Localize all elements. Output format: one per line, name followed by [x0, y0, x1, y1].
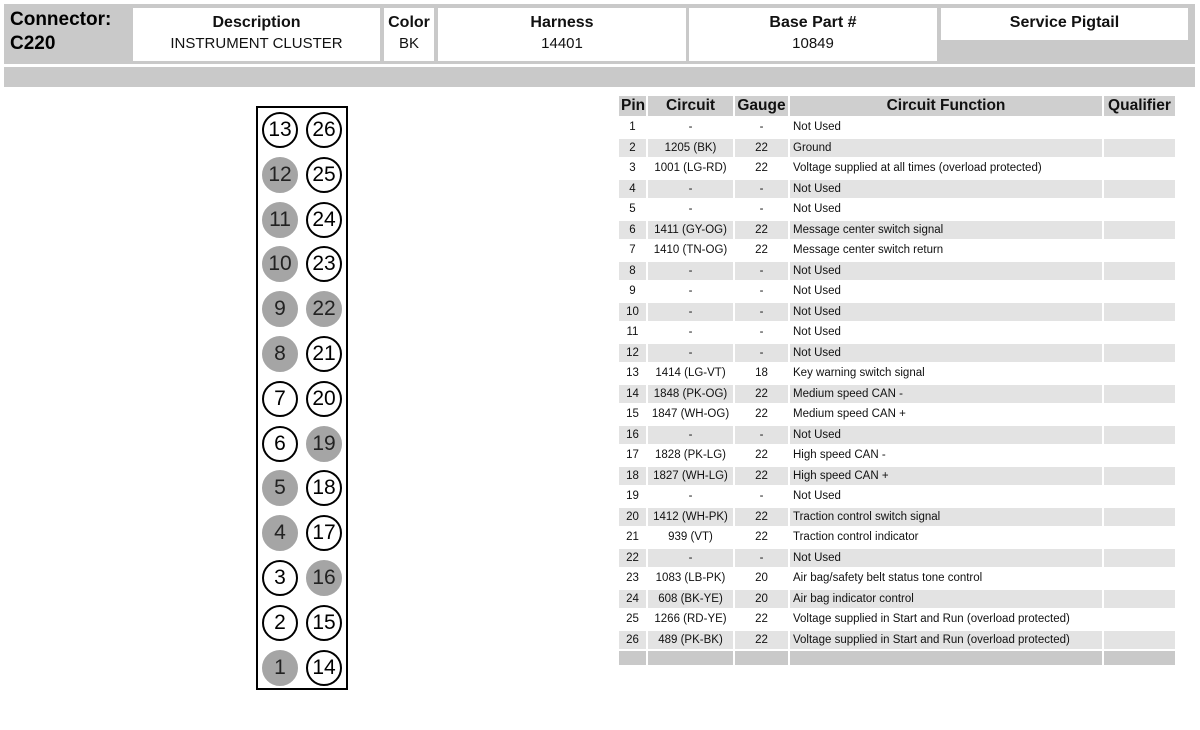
cell-gauge: 22 [755, 244, 768, 257]
pin-18: 18 [306, 470, 342, 506]
table-row [619, 569, 1175, 588]
cell-circuit: - [648, 426, 733, 445]
pin-14: 14 [306, 650, 342, 686]
cell-circuit: 1848 (PK-OG) [648, 385, 733, 404]
table-row [619, 610, 1175, 629]
cell-pin: 1 [629, 121, 636, 134]
footer-cell [790, 651, 1102, 665]
cell-gauge: - [759, 203, 764, 216]
cell-circuit: - [648, 303, 733, 322]
header-divider-strip [4, 67, 1195, 87]
cell-pin: 6 [619, 221, 646, 240]
table-row [619, 118, 1175, 137]
cell-pin: 10 [619, 303, 646, 322]
table-row [619, 221, 1175, 240]
cell-pin: 20 [619, 508, 646, 527]
header-circuit: Circuit [648, 96, 733, 116]
cell-qualifier [1104, 180, 1175, 199]
cell-circuit: 1847 (WH-OG) [651, 408, 730, 421]
cell-circuit: - [688, 490, 693, 503]
cell-qualifier [1104, 139, 1175, 158]
connector-id: C220 [10, 33, 56, 54]
cell-circuit-function: Not Used [790, 180, 1102, 199]
table-row [619, 364, 1175, 383]
cell-gauge: 22 [755, 531, 768, 544]
cell-qualifier [1104, 344, 1175, 363]
base-part-value: 10849 [792, 35, 834, 52]
description-label: Description [212, 14, 301, 31]
pin-7: 7 [262, 381, 298, 417]
cell-gauge: 22 [735, 631, 788, 650]
cell-pin: 21 [626, 531, 639, 544]
cell-circuit: - [688, 326, 693, 339]
cell-gauge: - [759, 326, 764, 339]
cell-circuit-function: Not Used [793, 121, 841, 134]
cell-circuit-function: Not Used [793, 490, 841, 503]
footer-cell [1104, 651, 1175, 665]
cell-circuit: - [648, 549, 733, 568]
cell-circuit: 608 (BK-YE) [648, 590, 733, 609]
cell-qualifier [1104, 487, 1175, 506]
cell-circuit: - [688, 203, 693, 216]
cell-pin: 15 [626, 408, 639, 421]
pin-21: 21 [306, 336, 342, 372]
cell-circuit-function: Traction control switch signal [790, 508, 1102, 527]
table-row [619, 528, 1175, 547]
cell-circuit: 1414 (LG-VT) [655, 367, 726, 380]
cell-qualifier [1104, 262, 1175, 281]
pin-20: 20 [306, 381, 342, 417]
cell-circuit: 489 (PK-BK) [648, 631, 733, 650]
cell-circuit-function: High speed CAN - [793, 449, 886, 462]
cell-gauge: - [735, 426, 788, 445]
connector-header [4, 4, 1195, 64]
cell-gauge: - [735, 549, 788, 568]
cell-circuit: 1266 (RD-YE) [654, 613, 727, 626]
cell-circuit: - [648, 344, 733, 363]
cell-circuit-function: Air bag/safety belt status tone control [793, 572, 983, 585]
cell-qualifier [1104, 446, 1175, 465]
cell-pin: 2 [619, 139, 646, 158]
table-row [619, 467, 1175, 486]
pin-10: 10 [262, 246, 298, 282]
cell-circuit-function: Not Used [790, 344, 1102, 363]
service-pigtail-label: Service Pigtail [1009, 14, 1120, 31]
cell-qualifier [1104, 282, 1175, 301]
pin-3: 3 [262, 560, 298, 596]
cell-pin: 11 [626, 326, 639, 339]
cell-circuit-function: Not Used [790, 549, 1102, 568]
cell-gauge: 22 [735, 139, 788, 158]
header-gauge: Gauge [735, 96, 788, 116]
pin-5: 5 [262, 470, 298, 506]
cell-gauge: 22 [735, 221, 788, 240]
cell-circuit: - [648, 262, 733, 281]
cell-gauge: 20 [755, 572, 768, 585]
cell-circuit-function: Message center switch signal [790, 221, 1102, 240]
cell-circuit-function: Not Used [790, 303, 1102, 322]
description-cell [133, 8, 380, 61]
cell-qualifier [1104, 467, 1175, 486]
pin-1: 1 [262, 650, 298, 686]
cell-gauge: 20 [735, 590, 788, 609]
cell-gauge: - [759, 121, 764, 134]
description-value: INSTRUMENT CLUSTER [170, 35, 343, 52]
pin-15: 15 [306, 605, 342, 641]
cell-qualifier [1104, 508, 1175, 527]
pinout-table [617, 94, 1177, 667]
table-row [619, 344, 1175, 363]
cell-circuit-function: Not Used [793, 285, 841, 298]
cell-qualifier [1104, 549, 1175, 568]
table-footer-row [619, 651, 1175, 665]
cell-qualifier [1104, 323, 1175, 342]
cell-qualifier [1104, 590, 1175, 609]
cell-qualifier [1104, 118, 1175, 137]
connector-face-diagram [256, 106, 348, 690]
table-row [619, 139, 1175, 158]
table-row [619, 303, 1175, 322]
pin-11: 11 [262, 202, 298, 238]
pin-16: 16 [306, 560, 342, 596]
table-row [619, 180, 1175, 199]
cell-circuit: 939 (VT) [668, 531, 713, 544]
table-header-row [619, 96, 1175, 116]
cell-qualifier [1104, 405, 1175, 424]
cell-circuit: 1001 (LG-RD) [654, 162, 727, 175]
cell-gauge: 22 [755, 162, 768, 175]
pin-13: 13 [262, 112, 298, 148]
color-label: Color [388, 14, 430, 31]
pin-8: 8 [262, 336, 298, 372]
cell-qualifier [1104, 364, 1175, 383]
pin-25: 25 [306, 157, 342, 193]
cell-pin: 13 [626, 367, 639, 380]
pinout-table-body [619, 118, 1175, 665]
cell-pin: 19 [626, 490, 639, 503]
table-row [619, 323, 1175, 342]
cell-qualifier [1104, 241, 1175, 260]
cell-gauge: - [759, 490, 764, 503]
cell-pin: 23 [626, 572, 639, 585]
cell-circuit-function: Air bag indicator control [790, 590, 1102, 609]
header-pin: Pin [621, 97, 646, 114]
cell-gauge: - [735, 262, 788, 281]
cell-pin: 22 [619, 549, 646, 568]
cell-gauge: 22 [735, 385, 788, 404]
cell-qualifier [1104, 159, 1175, 178]
cell-circuit-function: Not Used [793, 203, 841, 216]
cell-circuit: 1828 (PK-LG) [655, 449, 726, 462]
cell-pin: 9 [629, 285, 636, 298]
cell-gauge: 18 [755, 367, 768, 380]
cell-circuit-function: Voltage supplied in Start and Run (overload protected) [793, 613, 1070, 626]
table-row [619, 446, 1175, 465]
table-row [619, 549, 1175, 568]
harness-value: 14401 [541, 35, 583, 52]
table-row [619, 262, 1175, 281]
cell-gauge: - [735, 344, 788, 363]
cell-pin: 17 [626, 449, 639, 462]
base-part-cell [689, 8, 937, 61]
cell-gauge: - [735, 303, 788, 322]
cell-circuit: 1083 (LB-PK) [655, 572, 726, 585]
cell-qualifier [1104, 303, 1175, 322]
cell-circuit-function: Ground [790, 139, 1102, 158]
cell-pin: 4 [619, 180, 646, 199]
cell-circuit: 1410 (TN-OG) [653, 244, 728, 257]
cell-gauge: - [759, 285, 764, 298]
cell-pin: 5 [629, 203, 636, 216]
cell-pin: 8 [619, 262, 646, 281]
cell-circuit-function: High speed CAN + [790, 467, 1102, 486]
footer-cell [735, 651, 788, 665]
color-cell [384, 8, 434, 61]
footer-cell [619, 651, 646, 665]
pin-23: 23 [306, 246, 342, 282]
cell-gauge: 22 [755, 449, 768, 462]
cell-circuit: - [688, 285, 693, 298]
cell-circuit-function: Message center switch return [793, 244, 944, 257]
table-row [619, 590, 1175, 609]
pin-26: 26 [306, 112, 342, 148]
pin-2: 2 [262, 605, 298, 641]
cell-pin: 7 [629, 244, 636, 257]
table-row [619, 159, 1175, 178]
cell-pin: 12 [619, 344, 646, 363]
pin-12: 12 [262, 157, 298, 193]
cell-pin: 18 [619, 467, 646, 486]
cell-circuit: - [648, 180, 733, 199]
cell-circuit: 1205 (BK) [648, 139, 733, 158]
cell-circuit-function: Medium speed CAN + [793, 408, 906, 421]
header-circuit-function: Circuit Function [790, 96, 1102, 116]
cell-circuit-function: Key warning switch signal [793, 367, 925, 380]
cell-qualifier [1104, 200, 1175, 219]
connector-label: Connector: [10, 9, 112, 30]
cell-circuit-function: Not Used [790, 262, 1102, 281]
cell-circuit-function: Traction control indicator [793, 531, 919, 544]
cell-gauge: - [735, 180, 788, 199]
harness-label: Harness [530, 14, 594, 31]
cell-pin: 24 [619, 590, 646, 609]
pin-6: 6 [262, 426, 298, 462]
pin-9: 9 [262, 291, 298, 327]
cell-gauge: 22 [735, 467, 788, 486]
table-row [619, 426, 1175, 445]
cell-circuit: 1411 (GY-OG) [648, 221, 733, 240]
cell-pin: 26 [619, 631, 646, 650]
table-row [619, 631, 1175, 650]
header-qualifier: Qualifier [1104, 96, 1175, 116]
color-value: BK [398, 35, 419, 52]
service-pigtail-cell [941, 8, 1188, 40]
base-part-label: Base Part # [769, 14, 857, 31]
cell-pin: 16 [619, 426, 646, 445]
cell-circuit-function: Voltage supplied in Start and Run (overload protected) [790, 631, 1102, 650]
table-row [619, 405, 1175, 424]
cell-circuit: 1827 (WH-LG) [648, 467, 733, 486]
cell-circuit-function: Voltage supplied at all times (overload protected) [793, 162, 1042, 175]
cell-circuit: 1412 (WH-PK) [648, 508, 733, 527]
cell-gauge: 22 [755, 408, 768, 421]
connector-title [10, 8, 111, 56]
cell-qualifier [1104, 610, 1175, 629]
cell-circuit-function: Not Used [793, 326, 841, 339]
cell-qualifier [1104, 221, 1175, 240]
footer-cell [648, 651, 733, 665]
cell-qualifier [1104, 385, 1175, 404]
cell-pin: 14 [619, 385, 646, 404]
cell-qualifier [1104, 569, 1175, 588]
table-row [619, 385, 1175, 404]
table-row [619, 508, 1175, 527]
table-row [619, 200, 1175, 219]
cell-gauge: 22 [755, 613, 768, 626]
cell-pin: 25 [626, 613, 639, 626]
pin-4: 4 [262, 515, 298, 551]
harness-cell [438, 8, 686, 61]
pin-17: 17 [306, 515, 342, 551]
pin-19: 19 [306, 426, 342, 462]
cell-circuit-function: Not Used [790, 426, 1102, 445]
cell-qualifier [1104, 631, 1175, 650]
cell-qualifier [1104, 426, 1175, 445]
table-row [619, 487, 1175, 506]
cell-gauge: 22 [735, 508, 788, 527]
pin-24: 24 [306, 202, 342, 238]
cell-circuit-function: Medium speed CAN - [790, 385, 1102, 404]
cell-qualifier [1104, 528, 1175, 547]
cell-circuit: - [688, 121, 693, 134]
cell-pin: 3 [629, 162, 636, 175]
pin-22: 22 [306, 291, 342, 327]
table-row [619, 241, 1175, 260]
table-row [619, 282, 1175, 301]
